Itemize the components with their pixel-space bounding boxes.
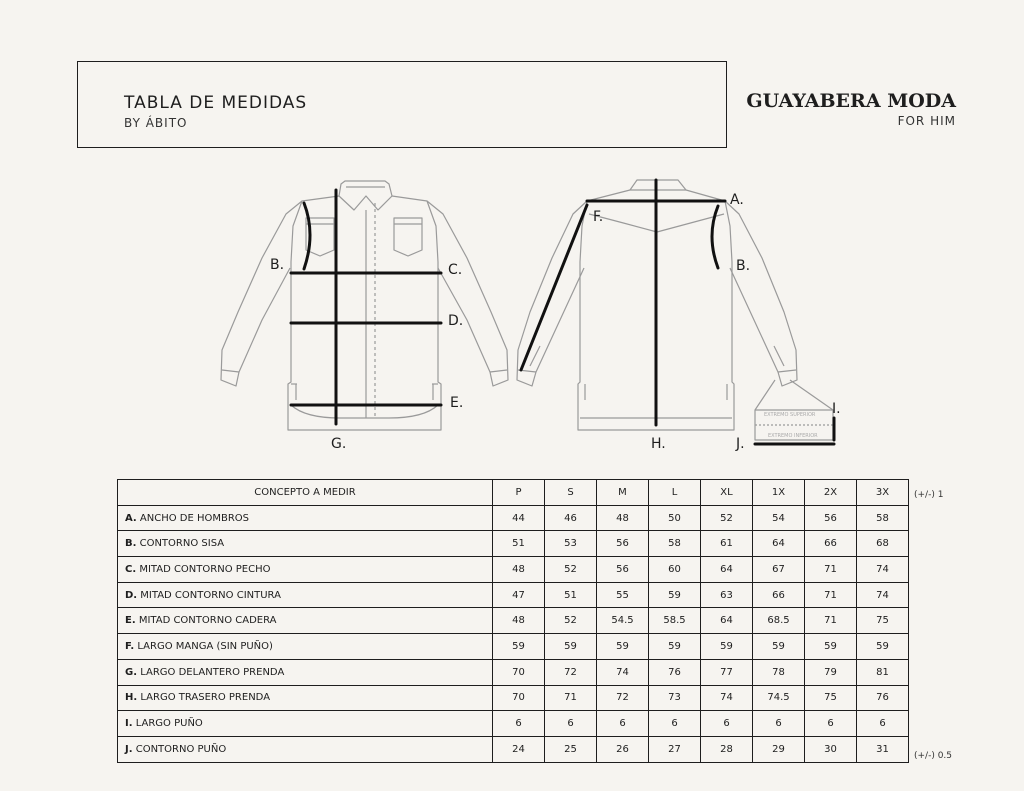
- label-b-back: B.: [736, 258, 751, 274]
- label-b-front: B.: [270, 257, 285, 273]
- value-cell: 63: [701, 582, 753, 608]
- concept-name: LARGO TRASERO PRENDA: [137, 692, 271, 704]
- table-row: [118, 608, 909, 634]
- concept-letter: D.: [125, 589, 138, 601]
- concept-cell: [118, 531, 493, 557]
- value-cell: 6: [649, 711, 701, 737]
- page-subtitle: BY ÁBITO: [124, 116, 188, 130]
- front-shirt-outline: [221, 181, 508, 430]
- page-title: TABLA DE MEDIDAS: [124, 93, 308, 113]
- label-f: F.: [593, 209, 604, 225]
- label-a: A.: [730, 192, 744, 208]
- value-cell: 58: [649, 531, 701, 557]
- value-cell: 59: [597, 634, 649, 660]
- tolerance-main: (+/-) 1: [914, 490, 944, 500]
- cuff-bottom-text: EXTREMO INFERIOR: [768, 433, 818, 439]
- value-cell: 74: [857, 582, 909, 608]
- value-cell: 56: [597, 531, 649, 557]
- value-cell: 27: [649, 736, 701, 762]
- value-cell: 59: [493, 634, 545, 660]
- value-cell: 58: [857, 505, 909, 531]
- concept-name: MITAD CONTORNO CINTURA: [137, 589, 281, 601]
- table-row: [118, 685, 909, 711]
- value-cell: 64: [753, 531, 805, 557]
- value-cell: 59: [701, 634, 753, 660]
- value-cell: 54.5: [597, 608, 649, 634]
- concept-cell: [118, 736, 493, 762]
- label-j: J.: [736, 436, 745, 452]
- value-cell: 66: [753, 582, 805, 608]
- value-cell: 29: [753, 736, 805, 762]
- concept-cell: [118, 582, 493, 608]
- value-cell: 72: [545, 659, 597, 685]
- size-header-xl: XL: [701, 480, 753, 506]
- brand-name: GUAYABERA MODA: [746, 90, 956, 112]
- value-cell: 59: [857, 634, 909, 660]
- value-cell: 70: [493, 685, 545, 711]
- value-cell: 79: [805, 659, 857, 685]
- table-header-row: [118, 480, 909, 506]
- concept-letter: E.: [125, 615, 136, 627]
- label-e: E.: [450, 395, 464, 411]
- value-cell: 51: [493, 531, 545, 557]
- value-cell: 50: [649, 505, 701, 531]
- size-header-m: M: [597, 480, 649, 506]
- value-cell: 46: [545, 505, 597, 531]
- value-cell: 58.5: [649, 608, 701, 634]
- concept-name: MITAD CONTORNO CADERA: [135, 615, 277, 627]
- label-c: C.: [448, 262, 463, 278]
- value-cell: 72: [597, 685, 649, 711]
- concept-cell: [118, 634, 493, 660]
- value-cell: 30: [805, 736, 857, 762]
- value-cell: 74: [701, 685, 753, 711]
- value-cell: 28: [701, 736, 753, 762]
- concept-letter: G.: [125, 666, 138, 678]
- value-cell: 74.5: [753, 685, 805, 711]
- concept-letter: A.: [125, 512, 137, 524]
- value-cell: 64: [701, 608, 753, 634]
- label-i: I.: [832, 401, 841, 417]
- concept-name: LARGO DELANTERO PRENDA: [137, 666, 285, 678]
- value-cell: 70: [493, 659, 545, 685]
- value-cell: 53: [545, 531, 597, 557]
- concept-letter: C.: [125, 563, 137, 575]
- value-cell: 56: [597, 557, 649, 583]
- value-cell: 47: [493, 582, 545, 608]
- concept-letter: H.: [125, 692, 138, 704]
- value-cell: 6: [805, 711, 857, 737]
- table-row: [118, 582, 909, 608]
- label-d: D.: [448, 313, 464, 329]
- value-cell: 56: [805, 505, 857, 531]
- value-cell: 48: [493, 608, 545, 634]
- table-row: [118, 505, 909, 531]
- size-table: [117, 479, 909, 763]
- value-cell: 51: [545, 582, 597, 608]
- value-cell: 71: [545, 685, 597, 711]
- value-cell: 76: [649, 659, 701, 685]
- value-cell: 77: [701, 659, 753, 685]
- concept-name: LARGO PUÑO: [132, 718, 203, 730]
- value-cell: 54: [753, 505, 805, 531]
- measure-line-b-front: [304, 203, 310, 269]
- size-header-s: S: [545, 480, 597, 506]
- value-cell: 24: [493, 736, 545, 762]
- value-cell: 6: [701, 711, 753, 737]
- value-cell: 60: [649, 557, 701, 583]
- value-cell: 68.5: [753, 608, 805, 634]
- value-cell: 78: [753, 659, 805, 685]
- value-cell: 68: [857, 531, 909, 557]
- concept-name: CONTORNO PUÑO: [132, 743, 227, 755]
- size-header-1x: 1X: [753, 480, 805, 506]
- table-row: [118, 531, 909, 557]
- value-cell: 6: [545, 711, 597, 737]
- value-cell: 71: [805, 582, 857, 608]
- concept-name: ANCHO DE HOMBROS: [136, 512, 250, 524]
- table-row: [118, 736, 909, 762]
- value-cell: 6: [857, 711, 909, 737]
- value-cell: 48: [597, 505, 649, 531]
- value-cell: 64: [701, 557, 753, 583]
- value-cell: 74: [857, 557, 909, 583]
- value-cell: 31: [857, 736, 909, 762]
- measure-line-f: [521, 205, 587, 370]
- value-cell: 61: [701, 531, 753, 557]
- cuff-top-text: EXTREMO SUPERIOR: [764, 412, 816, 418]
- table-row: [118, 659, 909, 685]
- table-row: [118, 711, 909, 737]
- concept-name: CONTORNO SISA: [136, 538, 225, 550]
- value-cell: 52: [545, 608, 597, 634]
- tolerance-cuff: (+/-) 0.5: [914, 751, 953, 761]
- concept-cell: [118, 685, 493, 711]
- value-cell: 44: [493, 505, 545, 531]
- brand-tagline: FOR HIM: [897, 114, 956, 128]
- concept-cell: [118, 557, 493, 583]
- concept-header: CONCEPTO A MEDIR: [118, 480, 493, 506]
- value-cell: 75: [857, 608, 909, 634]
- concept-cell: [118, 505, 493, 531]
- value-cell: 6: [493, 711, 545, 737]
- value-cell: 74: [597, 659, 649, 685]
- value-cell: 59: [545, 634, 597, 660]
- value-cell: 26: [597, 736, 649, 762]
- value-cell: 71: [805, 557, 857, 583]
- value-cell: 59: [649, 634, 701, 660]
- concept-cell: [118, 608, 493, 634]
- size-header-p: P: [493, 480, 545, 506]
- label-g: G.: [331, 436, 347, 452]
- value-cell: 52: [545, 557, 597, 583]
- value-cell: 55: [597, 582, 649, 608]
- concept-cell: [118, 659, 493, 685]
- value-cell: 66: [805, 531, 857, 557]
- concept-letter: I.: [125, 718, 133, 730]
- concept-letter: F.: [125, 640, 135, 652]
- value-cell: 67: [753, 557, 805, 583]
- value-cell: 73: [649, 685, 701, 711]
- value-cell: 52: [701, 505, 753, 531]
- value-cell: 6: [753, 711, 805, 737]
- value-cell: 25: [545, 736, 597, 762]
- value-cell: 59: [649, 582, 701, 608]
- label-h: H.: [651, 436, 666, 452]
- size-header-3x: 3X: [857, 480, 909, 506]
- concept-name: MITAD CONTORNO PECHO: [136, 563, 271, 575]
- value-cell: 75: [805, 685, 857, 711]
- table-row: [118, 557, 909, 583]
- value-cell: 6: [597, 711, 649, 737]
- table-row: [118, 634, 909, 660]
- concept-letter: B.: [125, 538, 137, 550]
- value-cell: 48: [493, 557, 545, 583]
- size-header-2x: 2X: [805, 480, 857, 506]
- value-cell: 81: [857, 659, 909, 685]
- concept-cell: [118, 711, 493, 737]
- value-cell: 59: [805, 634, 857, 660]
- concept-name: LARGO MANGA (SIN PUÑO): [134, 640, 273, 652]
- value-cell: 76: [857, 685, 909, 711]
- concept-letter: J.: [125, 743, 133, 755]
- cuff-detail: [755, 380, 833, 440]
- value-cell: 59: [753, 634, 805, 660]
- value-cell: 71: [805, 608, 857, 634]
- size-header-l: L: [649, 480, 701, 506]
